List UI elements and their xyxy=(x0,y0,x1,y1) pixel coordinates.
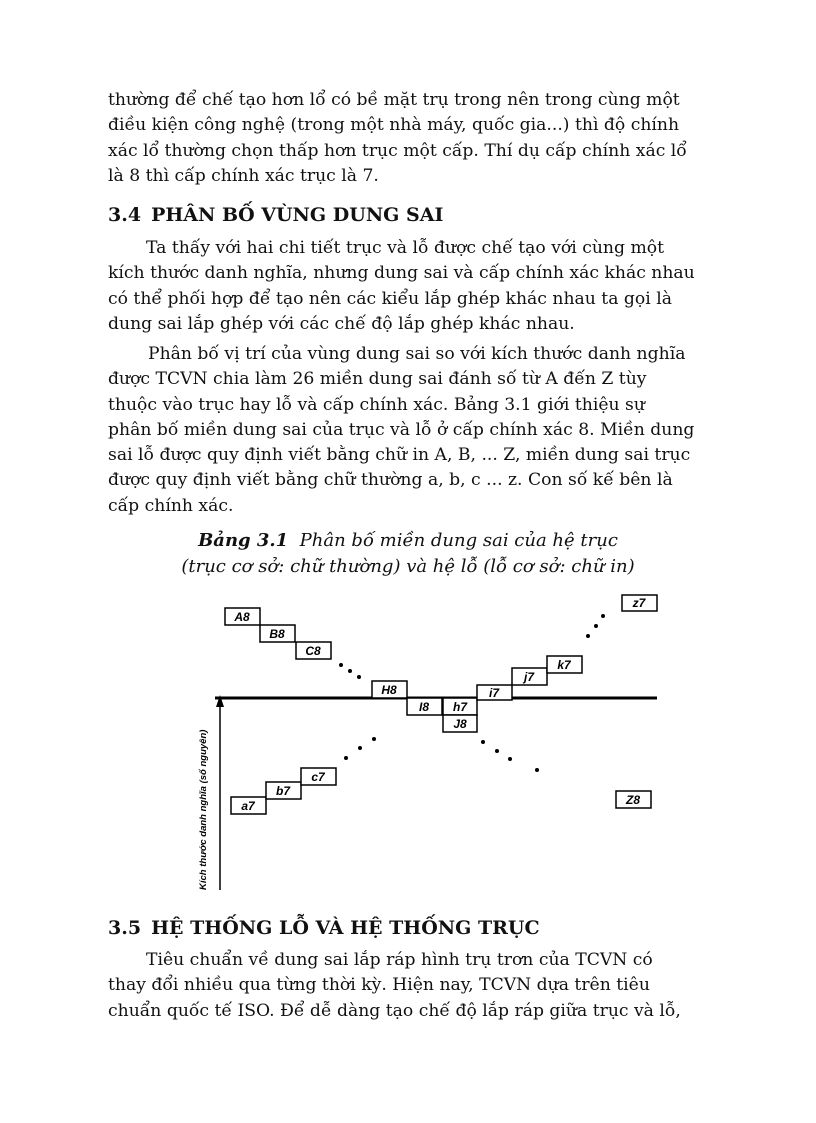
section-number: 3.5 xyxy=(108,917,142,939)
caption-line-2: (trục cơ sở: chữ thường) và hệ lỗ (lỗ cơ sở: chữ in) xyxy=(181,556,635,577)
text-line: xác lổ thường chọn thấp hơn trục một cấp. Thí dụ cấp chính xác lổ xyxy=(108,140,687,161)
zone-c7 xyxy=(301,768,336,785)
paragraph-3-4b xyxy=(108,342,748,519)
zone-j7 xyxy=(512,668,547,685)
text-line: Ta thấy với hai chi tiết trục và lỗ được chế tạo với cùng một xyxy=(146,238,665,258)
section-heading-3-4 xyxy=(108,204,443,226)
zone-J8 xyxy=(443,715,477,732)
zone-B8 xyxy=(260,625,295,642)
text-line: dung sai lắp ghép với các chế độ lắp ghép khác nhau. xyxy=(108,313,575,334)
zone-k7 xyxy=(547,656,582,673)
svg-text:h7: h7 xyxy=(452,700,468,714)
text-line: chuẩn quốc tế ISO. Để dễ dàng tạo chế độ lắp ráp giữa trục và lỗ, xyxy=(108,1000,681,1021)
svg-text:a7: a7 xyxy=(241,799,255,813)
paragraph-3-4a xyxy=(108,236,748,337)
svg-text:Z8: Z8 xyxy=(625,793,641,807)
svg-text:j7: j7 xyxy=(523,670,535,684)
svg-text:I8: I8 xyxy=(418,700,430,714)
svg-text:z7: z7 xyxy=(632,596,646,610)
caption-title: Phân bố miền dung sai của hệ trục xyxy=(299,530,618,551)
table-caption xyxy=(108,528,708,580)
paragraph-3-5 xyxy=(108,948,748,1024)
zone-A8 xyxy=(225,608,260,625)
text-line: Phân bố vị trí của vùng dung sai so với kích thước danh nghĩa xyxy=(148,344,686,364)
svg-text:k7: k7 xyxy=(557,658,571,672)
section-title: HỆ THỐNG LỖ VÀ HỆ THỐNG TRỤC xyxy=(151,917,540,939)
svg-text:i7: i7 xyxy=(488,686,500,700)
zone-I8 xyxy=(407,698,442,715)
svg-text:b7: b7 xyxy=(275,784,291,798)
text-line: là 8 thì cấp chính xác trục là 7. xyxy=(108,165,379,186)
svg-text:c7: c7 xyxy=(311,770,325,784)
text-line: cấp chính xác. xyxy=(108,495,234,516)
svg-text:H8: H8 xyxy=(381,683,397,697)
text-line: Tiêu chuẩn về dung sai lắp ráp hình trụ trơn của TCVN có xyxy=(146,950,653,970)
text-line: kích thước danh nghĩa, nhưng dung sai và cấp chính xác khác nhau xyxy=(108,263,695,284)
svg-text:B8: B8 xyxy=(269,627,285,641)
zone-C8 xyxy=(296,642,331,659)
svg-text:C8: C8 xyxy=(305,644,321,658)
zone-b7 xyxy=(266,782,301,799)
text-line: có thể phối hợp để tạo nên các kiểu lắp ghép khác nhau ta gọi là xyxy=(108,288,672,309)
section-heading-3-5 xyxy=(108,917,540,939)
text-line: điều kiện công nghệ (trong một nhà máy, quốc gia...) thì độ chính xyxy=(108,115,680,136)
paragraph-intro xyxy=(108,88,748,189)
section-title: PHÂN BỐ VÙNG DUNG SAI xyxy=(151,204,444,226)
svg-text:A8: A8 xyxy=(234,610,250,624)
zone-H8 xyxy=(372,681,407,698)
zone-Z8 xyxy=(616,791,651,808)
zone-i7 xyxy=(477,685,512,700)
axis-label: Kích thước danh nghĩa (số nguyên) xyxy=(198,729,209,890)
zone-z7 xyxy=(622,595,657,611)
section-number: 3.4 xyxy=(108,204,142,226)
caption-label: Bảng 3.1 xyxy=(198,530,289,551)
text-line: thay đổi nhiều qua từng thời kỳ. Hiện nay, TCVN dựa trên tiêu xyxy=(108,975,650,996)
text-line: sai lỗ được quy định viết bằng chữ in A, B, ... Z, miền dung sai trục xyxy=(108,445,691,466)
tolerance-zone-diagram xyxy=(0,585,816,905)
text-line: thuộc vào trục hay lỗ và cấp chính xác. Bảng 3.1 giới thiệu sự xyxy=(108,394,645,415)
text-line: phân bố miền dung sai của trục và lỗ ở cấp chính xác 8. Miền dung xyxy=(108,419,695,440)
text-line: được TCVN chia làm 26 miền dung sai đánh số từ A đến Z tùy xyxy=(108,369,647,390)
zone-h7 xyxy=(443,698,477,715)
caption-line-1 xyxy=(108,528,708,554)
zone-a7 xyxy=(231,797,266,814)
text-line: được quy định viết bằng chữ thường a, b, c ... z. Con số kế bên là xyxy=(108,470,673,491)
svg-text:J8: J8 xyxy=(453,717,467,731)
text-line: thường để chế tạo hơn lổ có bề mặt trụ trong nên trong cùng một xyxy=(108,90,680,110)
